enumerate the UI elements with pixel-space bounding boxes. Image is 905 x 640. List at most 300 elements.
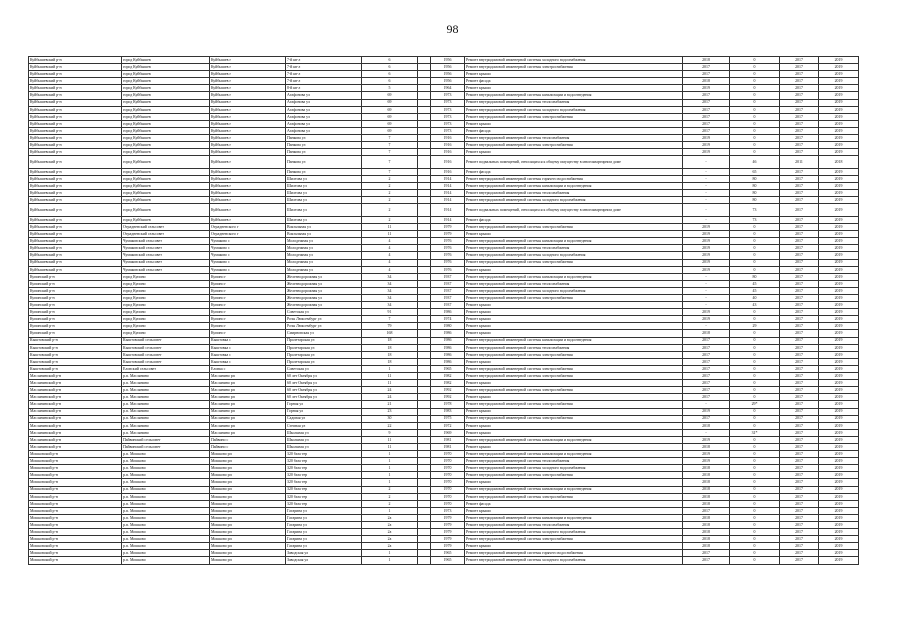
table-row — [29, 273, 859, 280]
period-start-cell: 2017 — [780, 204, 819, 217]
period-start-cell: 2017 — [780, 323, 819, 330]
district-cell: Мошковский р-н — [29, 465, 122, 472]
period-start-cell: 2017 — [780, 64, 819, 71]
building-cell — [418, 127, 431, 134]
year-built-cell: 1914 — [431, 197, 465, 204]
street-cell: Гагарина ул — [286, 543, 362, 550]
year-built-cell: 1937 — [431, 302, 465, 309]
district-cell: Куйбышевский р-н — [29, 127, 122, 134]
year-built-cell: 1956 — [431, 71, 465, 78]
building-cell — [418, 351, 431, 358]
settlement-cell: Мошково рп — [210, 486, 286, 493]
wear-cell: 0 — [730, 135, 780, 142]
district-cell: Куйбышевский р-н — [29, 266, 122, 273]
house-cell: 91 — [362, 309, 418, 316]
building-cell — [418, 451, 431, 458]
municipality-cell: р.п. Маслянино — [122, 415, 210, 422]
house-cell: 7 — [362, 168, 418, 175]
district-cell: Куйбышевский р-н — [29, 156, 122, 169]
period-start-cell: 2017 — [780, 458, 819, 465]
table-row — [29, 514, 859, 521]
table-row — [29, 135, 859, 142]
period-end-cell: 2019 — [819, 529, 859, 536]
work-type-cell: Ремонт крыши — [465, 149, 683, 156]
building-cell — [418, 507, 431, 514]
planned-year-cell: 2017 — [683, 351, 730, 358]
wear-cell: 80 — [730, 273, 780, 280]
house-cell: 18 — [362, 337, 418, 344]
wear-cell: 0 — [730, 238, 780, 245]
period-start-cell: 2017 — [780, 259, 819, 266]
period-start-cell: 2017 — [780, 224, 819, 231]
work-type-cell: Ремонт внутридомовой инженерной системы электроснабжения — [465, 64, 683, 71]
period-start-cell: 2017 — [780, 358, 819, 365]
table-row — [29, 149, 859, 156]
settlement-cell: Мошково рп — [210, 543, 286, 550]
work-type-cell: Ремонт крыши — [465, 507, 683, 514]
building-cell — [418, 92, 431, 99]
settlement-cell: Мошково рп — [210, 529, 286, 536]
street-cell: 60 лет Октября ул — [286, 387, 362, 394]
settlement-cell: Куйбышев г — [210, 85, 286, 92]
period-end-cell: 2019 — [819, 344, 859, 351]
wear-cell: 0 — [730, 465, 780, 472]
period-end-cell: 2019 — [819, 85, 859, 92]
street-cell: Шилтова ул — [286, 183, 362, 190]
district-cell: Куйбышевский р-н — [29, 168, 122, 175]
work-type-cell: Ремонт внутридомовой инженерной системы холодного водоснабжения — [465, 252, 683, 259]
building-cell — [418, 71, 431, 78]
period-end-cell: 2019 — [819, 401, 859, 408]
year-built-cell: 1914 — [431, 183, 465, 190]
municipality-cell: Кыштовский сельсовет — [122, 337, 210, 344]
table-row — [29, 92, 859, 99]
table-row — [29, 529, 859, 536]
district-cell: Кыштовский р-н — [29, 358, 122, 365]
year-built-cell: 1973 — [431, 106, 465, 113]
work-type-cell: Ремонт внутридомовой инженерной системы канализации и водоотведения — [465, 337, 683, 344]
planned-year-cell: - — [683, 216, 730, 223]
house-cell: 11 — [362, 231, 418, 238]
period-start-cell: 2017 — [780, 507, 819, 514]
municipality-cell: р.п. Маслянино — [122, 387, 210, 394]
district-cell: Купинский р-н — [29, 287, 122, 294]
street-cell: Шилтова ул — [286, 176, 362, 183]
district-cell: Куйбышевский р-н — [29, 99, 122, 106]
table-row — [29, 231, 859, 238]
period-start-cell: 2017 — [780, 436, 819, 443]
period-start-cell: 2017 — [780, 295, 819, 302]
planned-year-cell: 2018 — [683, 57, 730, 64]
table-row — [29, 465, 859, 472]
district-cell: Маслянинский р-н — [29, 422, 122, 429]
house-cell: 7 — [362, 135, 418, 142]
planned-year-cell: 2017 — [683, 64, 730, 71]
planned-year-cell: 2017 — [683, 127, 730, 134]
house-cell: 7 — [362, 156, 418, 169]
period-end-cell: 2019 — [819, 373, 859, 380]
municipality-cell: город Купино — [122, 330, 210, 337]
work-type-cell: Ремонт внутридомовой инженерной системы канализации и водоотведения — [465, 183, 683, 190]
work-type-cell: Ремонт внутридомовой инженерной системы канализации и водоотведения — [465, 486, 683, 493]
capital-repair-table — [28, 56, 859, 565]
planned-year-cell: - — [683, 302, 730, 309]
building-cell — [418, 500, 431, 507]
district-cell: Кыштовский р-н — [29, 337, 122, 344]
wear-cell: 0 — [730, 245, 780, 252]
planned-year-cell: 2018 — [683, 422, 730, 429]
house-cell: 18 — [362, 344, 418, 351]
municipality-cell: Чумаковский сельсовет — [122, 238, 210, 245]
settlement-cell: Кыштовка с — [210, 358, 286, 365]
planned-year-cell: - — [683, 204, 730, 217]
period-start-cell: 2017 — [780, 415, 819, 422]
wear-cell: 43 — [730, 302, 780, 309]
municipality-cell: р.п. Мошково — [122, 451, 210, 458]
wear-cell: 0 — [730, 507, 780, 514]
planned-year-cell: 2017 — [683, 113, 730, 120]
year-built-cell: 1965 — [431, 557, 465, 564]
work-type-cell: Ремонт внутридомовой инженерной системы электроснабжения — [465, 387, 683, 394]
wear-cell: 0 — [730, 365, 780, 372]
building-cell — [418, 142, 431, 149]
building-cell — [418, 273, 431, 280]
table-row — [29, 429, 859, 436]
district-cell: Куйбышевский р-н — [29, 57, 122, 64]
street-cell: Горная ул — [286, 408, 362, 415]
settlement-cell: Купино г — [210, 309, 286, 316]
period-end-cell: 2019 — [819, 479, 859, 486]
work-type-cell: Ремонт внутридомовой инженерной системы электроснабжения — [465, 373, 683, 380]
municipality-cell: город Купино — [122, 309, 210, 316]
settlement-cell: Куйбышев г — [210, 149, 286, 156]
period-end-cell: 2019 — [819, 380, 859, 387]
work-type-cell: Ремонт внутридомовой инженерной системы электроснабжения — [465, 295, 683, 302]
house-cell: 5 — [362, 85, 418, 92]
work-type-cell: Ремонт внутридомовой инженерной системы горячего водоснабжения — [465, 550, 683, 557]
year-built-cell: 1986 — [431, 344, 465, 351]
year-built-cell: 1970 — [431, 500, 465, 507]
house-cell: 1 — [362, 507, 418, 514]
municipality-cell: город Куйбышев — [122, 78, 210, 85]
building-cell — [418, 443, 431, 450]
building-cell — [418, 259, 431, 266]
wear-cell: 80 — [730, 176, 780, 183]
wear-cell: 0 — [730, 337, 780, 344]
period-start-cell: 2017 — [780, 78, 819, 85]
period-start-cell: 2017 — [780, 287, 819, 294]
year-built-cell: 1970 — [431, 472, 465, 479]
planned-year-cell: 2019 — [683, 85, 730, 92]
settlement-cell: Куйбышев г — [210, 135, 286, 142]
planned-year-cell: 2018 — [683, 536, 730, 543]
municipality-cell: город Купино — [122, 287, 210, 294]
street-cell: Панкова ул — [286, 142, 362, 149]
period-end-cell: 2019 — [819, 259, 859, 266]
period-start-cell: 2017 — [780, 135, 819, 142]
building-cell — [418, 401, 431, 408]
period-start-cell: 2017 — [780, 443, 819, 450]
building-cell — [418, 309, 431, 316]
street-cell: Смирновская ул — [286, 330, 362, 337]
building-cell — [418, 224, 431, 231]
house-cell: 4 — [362, 238, 418, 245]
building-cell — [418, 429, 431, 436]
building-cell — [418, 337, 431, 344]
wear-cell: 0 — [730, 71, 780, 78]
planned-year-cell: - — [683, 273, 730, 280]
year-built-cell: 1981 — [431, 443, 465, 450]
period-end-cell: 2019 — [819, 224, 859, 231]
district-cell: Маслянинский р-н — [29, 380, 122, 387]
year-built-cell: 1975 — [431, 415, 465, 422]
settlement-cell: Куйбышев г — [210, 168, 286, 175]
house-cell: 4 — [362, 252, 418, 259]
house-cell: 7 — [362, 142, 418, 149]
settlement-cell: Куйбышев г — [210, 190, 286, 197]
period-start-cell: 2017 — [780, 149, 819, 156]
street-cell: 7-й кв-л — [286, 57, 362, 64]
table-row — [29, 373, 859, 380]
settlement-cell: Маслянино рп — [210, 401, 286, 408]
period-start-cell: 2017 — [780, 522, 819, 529]
work-type-cell: Ремонт внутридомовой инженерной системы теплоснабжения — [465, 458, 683, 465]
planned-year-cell: 2018 — [683, 500, 730, 507]
year-built-cell: 1976 — [431, 252, 465, 259]
settlement-cell: Кыштовка с — [210, 337, 286, 344]
house-cell: 9 — [362, 429, 418, 436]
district-cell: Куйбышевский р-н — [29, 135, 122, 142]
period-start-cell: 2017 — [780, 71, 819, 78]
building-cell — [418, 204, 431, 217]
period-end-cell: 2019 — [819, 486, 859, 493]
district-cell: Купинский р-н — [29, 330, 122, 337]
period-end-cell: 2019 — [819, 365, 859, 372]
period-end-cell: 2019 — [819, 408, 859, 415]
work-type-cell: Ремонт крыши — [465, 394, 683, 401]
planned-year-cell: 2019 — [683, 408, 730, 415]
year-built-cell: 1937 — [431, 280, 465, 287]
work-type-cell: Ремонт внутридомовой инженерной системы электроснабжения — [465, 113, 683, 120]
period-end-cell: 2019 — [819, 216, 859, 223]
period-end-cell: 2019 — [819, 316, 859, 323]
year-built-cell: 1986 — [431, 337, 465, 344]
work-type-cell: Ремонт внутридомовой инженерной системы канализации и водоотведения — [465, 92, 683, 99]
work-type-cell: Ремонт внутридомовой инженерной системы теплоснабжения — [465, 135, 683, 142]
planned-year-cell: 2017 — [683, 394, 730, 401]
table-row — [29, 64, 859, 71]
planned-year-cell: 2019 — [683, 135, 730, 142]
district-cell: Купинский р-н — [29, 295, 122, 302]
street-cell: 60 лет Октября ул — [286, 373, 362, 380]
municipality-cell: город Куйбышев — [122, 183, 210, 190]
district-cell: Маслянинский р-н — [29, 429, 122, 436]
street-cell: Железнодорожная ул — [286, 302, 362, 309]
work-type-cell: Ремонт крыши — [465, 71, 683, 78]
house-cell: 23 — [362, 408, 418, 415]
period-end-cell: 2019 — [819, 514, 859, 521]
period-end-cell: 2019 — [819, 522, 859, 529]
table-row — [29, 127, 859, 134]
work-type-cell: Ремонт фасада — [465, 168, 683, 175]
municipality-cell: город Куйбышев — [122, 71, 210, 78]
settlement-cell: Куйбышев г — [210, 156, 286, 169]
settlement-cell: Мошково рп — [210, 451, 286, 458]
planned-year-cell: - — [683, 168, 730, 175]
district-cell: Куйбышевский р-н — [29, 183, 122, 190]
planned-year-cell: - — [683, 156, 730, 169]
municipality-cell: р.п. Мошково — [122, 522, 210, 529]
wear-cell: 29 — [730, 323, 780, 330]
period-start-cell: 2017 — [780, 529, 819, 536]
wear-cell: 0 — [730, 309, 780, 316]
planned-year-cell: 2017 — [683, 415, 730, 422]
planned-year-cell: 2019 — [683, 142, 730, 149]
year-built-cell: 1956 — [431, 57, 465, 64]
building-cell — [418, 266, 431, 273]
year-built-cell: 1970 — [431, 465, 465, 472]
municipality-cell: город Куйбышев — [122, 106, 210, 113]
period-end-cell: 2019 — [819, 238, 859, 245]
municipality-cell: Чумаковский сельсовет — [122, 252, 210, 259]
table-row — [29, 316, 859, 323]
house-cell: 18 — [362, 358, 418, 365]
wear-cell: 0 — [730, 259, 780, 266]
planned-year-cell: - — [683, 197, 730, 204]
year-built-cell: 1986 — [431, 351, 465, 358]
building-cell — [418, 183, 431, 190]
work-type-cell: Ремонт крыши — [465, 323, 683, 330]
table-row — [29, 176, 859, 183]
period-start-cell: 2017 — [780, 500, 819, 507]
building-cell — [418, 514, 431, 521]
district-cell: Маслянинский р-н — [29, 443, 122, 450]
house-cell: 24 — [362, 387, 418, 394]
district-cell: Куйбышевский р-н — [29, 176, 122, 183]
settlement-cell: Кыштовка с — [210, 351, 286, 358]
period-end-cell: 2019 — [819, 78, 859, 85]
district-cell: Мошковский р-н — [29, 493, 122, 500]
planned-year-cell: 2019 — [683, 316, 730, 323]
street-cell: Панкова ул — [286, 156, 362, 169]
wear-cell: 40 — [730, 295, 780, 302]
district-cell: Мошковский р-н — [29, 522, 122, 529]
wear-cell: 45 — [730, 287, 780, 294]
settlement-cell: Чумаково с — [210, 259, 286, 266]
year-built-cell: 1956 — [431, 78, 465, 85]
municipality-cell: город Куйбышев — [122, 64, 210, 71]
table-row — [29, 330, 859, 337]
period-start-cell: 2017 — [780, 85, 819, 92]
period-end-cell: 2019 — [819, 465, 859, 472]
municipality-cell: р.п. Маслянино — [122, 408, 210, 415]
period-start-cell: 2017 — [780, 344, 819, 351]
street-cell: Пролетарская ул — [286, 358, 362, 365]
table-row — [29, 436, 859, 443]
wear-cell: 0 — [730, 472, 780, 479]
table-row — [29, 168, 859, 175]
street-cell: Заводская ул — [286, 550, 362, 557]
district-cell: Кыштовский р-н — [29, 344, 122, 351]
municipality-cell: р.п. Маслянино — [122, 401, 210, 408]
period-end-cell: 2019 — [819, 302, 859, 309]
table-row — [29, 550, 859, 557]
year-built-cell: 1986 — [431, 330, 465, 337]
district-cell: Мошковский р-н — [29, 507, 122, 514]
settlement-cell: Купино г — [210, 287, 286, 294]
period-start-cell: 2017 — [780, 245, 819, 252]
work-type-cell: Ремонт внутридомовой инженерной системы канализации и водоотведения — [465, 238, 683, 245]
building-cell — [418, 64, 431, 71]
building-cell — [418, 176, 431, 183]
planned-year-cell: - — [683, 287, 730, 294]
house-cell: 2 — [362, 493, 418, 500]
street-cell: Гагарина ул — [286, 507, 362, 514]
year-built-cell: 1986 — [431, 358, 465, 365]
settlement-cell: Пайвино с — [210, 436, 286, 443]
district-cell: Купинский р-н — [29, 280, 122, 287]
street-cell: Молодежная ул — [286, 238, 362, 245]
table-row — [29, 387, 859, 394]
work-type-cell: Ремонт внутридомовой инженерной системы канализации и водоотведения — [465, 273, 683, 280]
year-built-cell: 1972 — [431, 422, 465, 429]
district-cell: Маслянинский р-н — [29, 415, 122, 422]
work-type-cell: Ремонт внутридомовой инженерной системы холодного водоснабжения — [465, 197, 683, 204]
wear-cell: 73 — [730, 204, 780, 217]
table-row — [29, 479, 859, 486]
municipality-cell: р.п. Мошково — [122, 486, 210, 493]
work-type-cell: Ремонт внутридомовой инженерной системы теплоснабжения — [465, 190, 683, 197]
table-row — [29, 156, 859, 169]
district-cell: Маслянинский р-н — [29, 401, 122, 408]
wear-cell: 0 — [730, 120, 780, 127]
wear-cell: 0 — [730, 380, 780, 387]
period-end-cell: 2019 — [819, 197, 859, 204]
district-cell: Мошковский р-н — [29, 479, 122, 486]
settlement-cell: Куйбышев г — [210, 113, 286, 120]
wear-cell: 0 — [730, 493, 780, 500]
street-cell: Вокзальная ул — [286, 224, 362, 231]
house-cell: 11 — [362, 224, 418, 231]
municipality-cell: город Куйбышев — [122, 127, 210, 134]
settlement-cell: Чумаково с — [210, 266, 286, 273]
building-cell — [418, 85, 431, 92]
table-row — [29, 458, 859, 465]
period-start-cell: 2017 — [780, 309, 819, 316]
table-row — [29, 190, 859, 197]
planned-year-cell: 2017 — [683, 106, 730, 113]
municipality-cell: Кыштовский сельсовет — [122, 344, 210, 351]
table-row — [29, 245, 859, 252]
settlement-cell: Чумаково с — [210, 245, 286, 252]
district-cell: Куйбышевский р-н — [29, 238, 122, 245]
year-built-cell: 1970 — [431, 451, 465, 458]
work-type-cell: Ремонт крыши — [465, 85, 683, 92]
table-row — [29, 238, 859, 245]
house-cell: 4 — [362, 266, 418, 273]
municipality-cell: р.п. Мошково — [122, 514, 210, 521]
building-cell — [418, 197, 431, 204]
period-end-cell: 2019 — [819, 358, 859, 365]
settlement-cell: Мошково рп — [210, 557, 286, 564]
municipality-cell: город Куйбышев — [122, 113, 210, 120]
settlement-cell: Куйбышев г — [210, 99, 286, 106]
period-start-cell: 2017 — [780, 543, 819, 550]
house-cell: 1 — [362, 557, 418, 564]
period-end-cell: 2019 — [819, 337, 859, 344]
period-start-cell: 2017 — [780, 273, 819, 280]
table-row — [29, 302, 859, 309]
